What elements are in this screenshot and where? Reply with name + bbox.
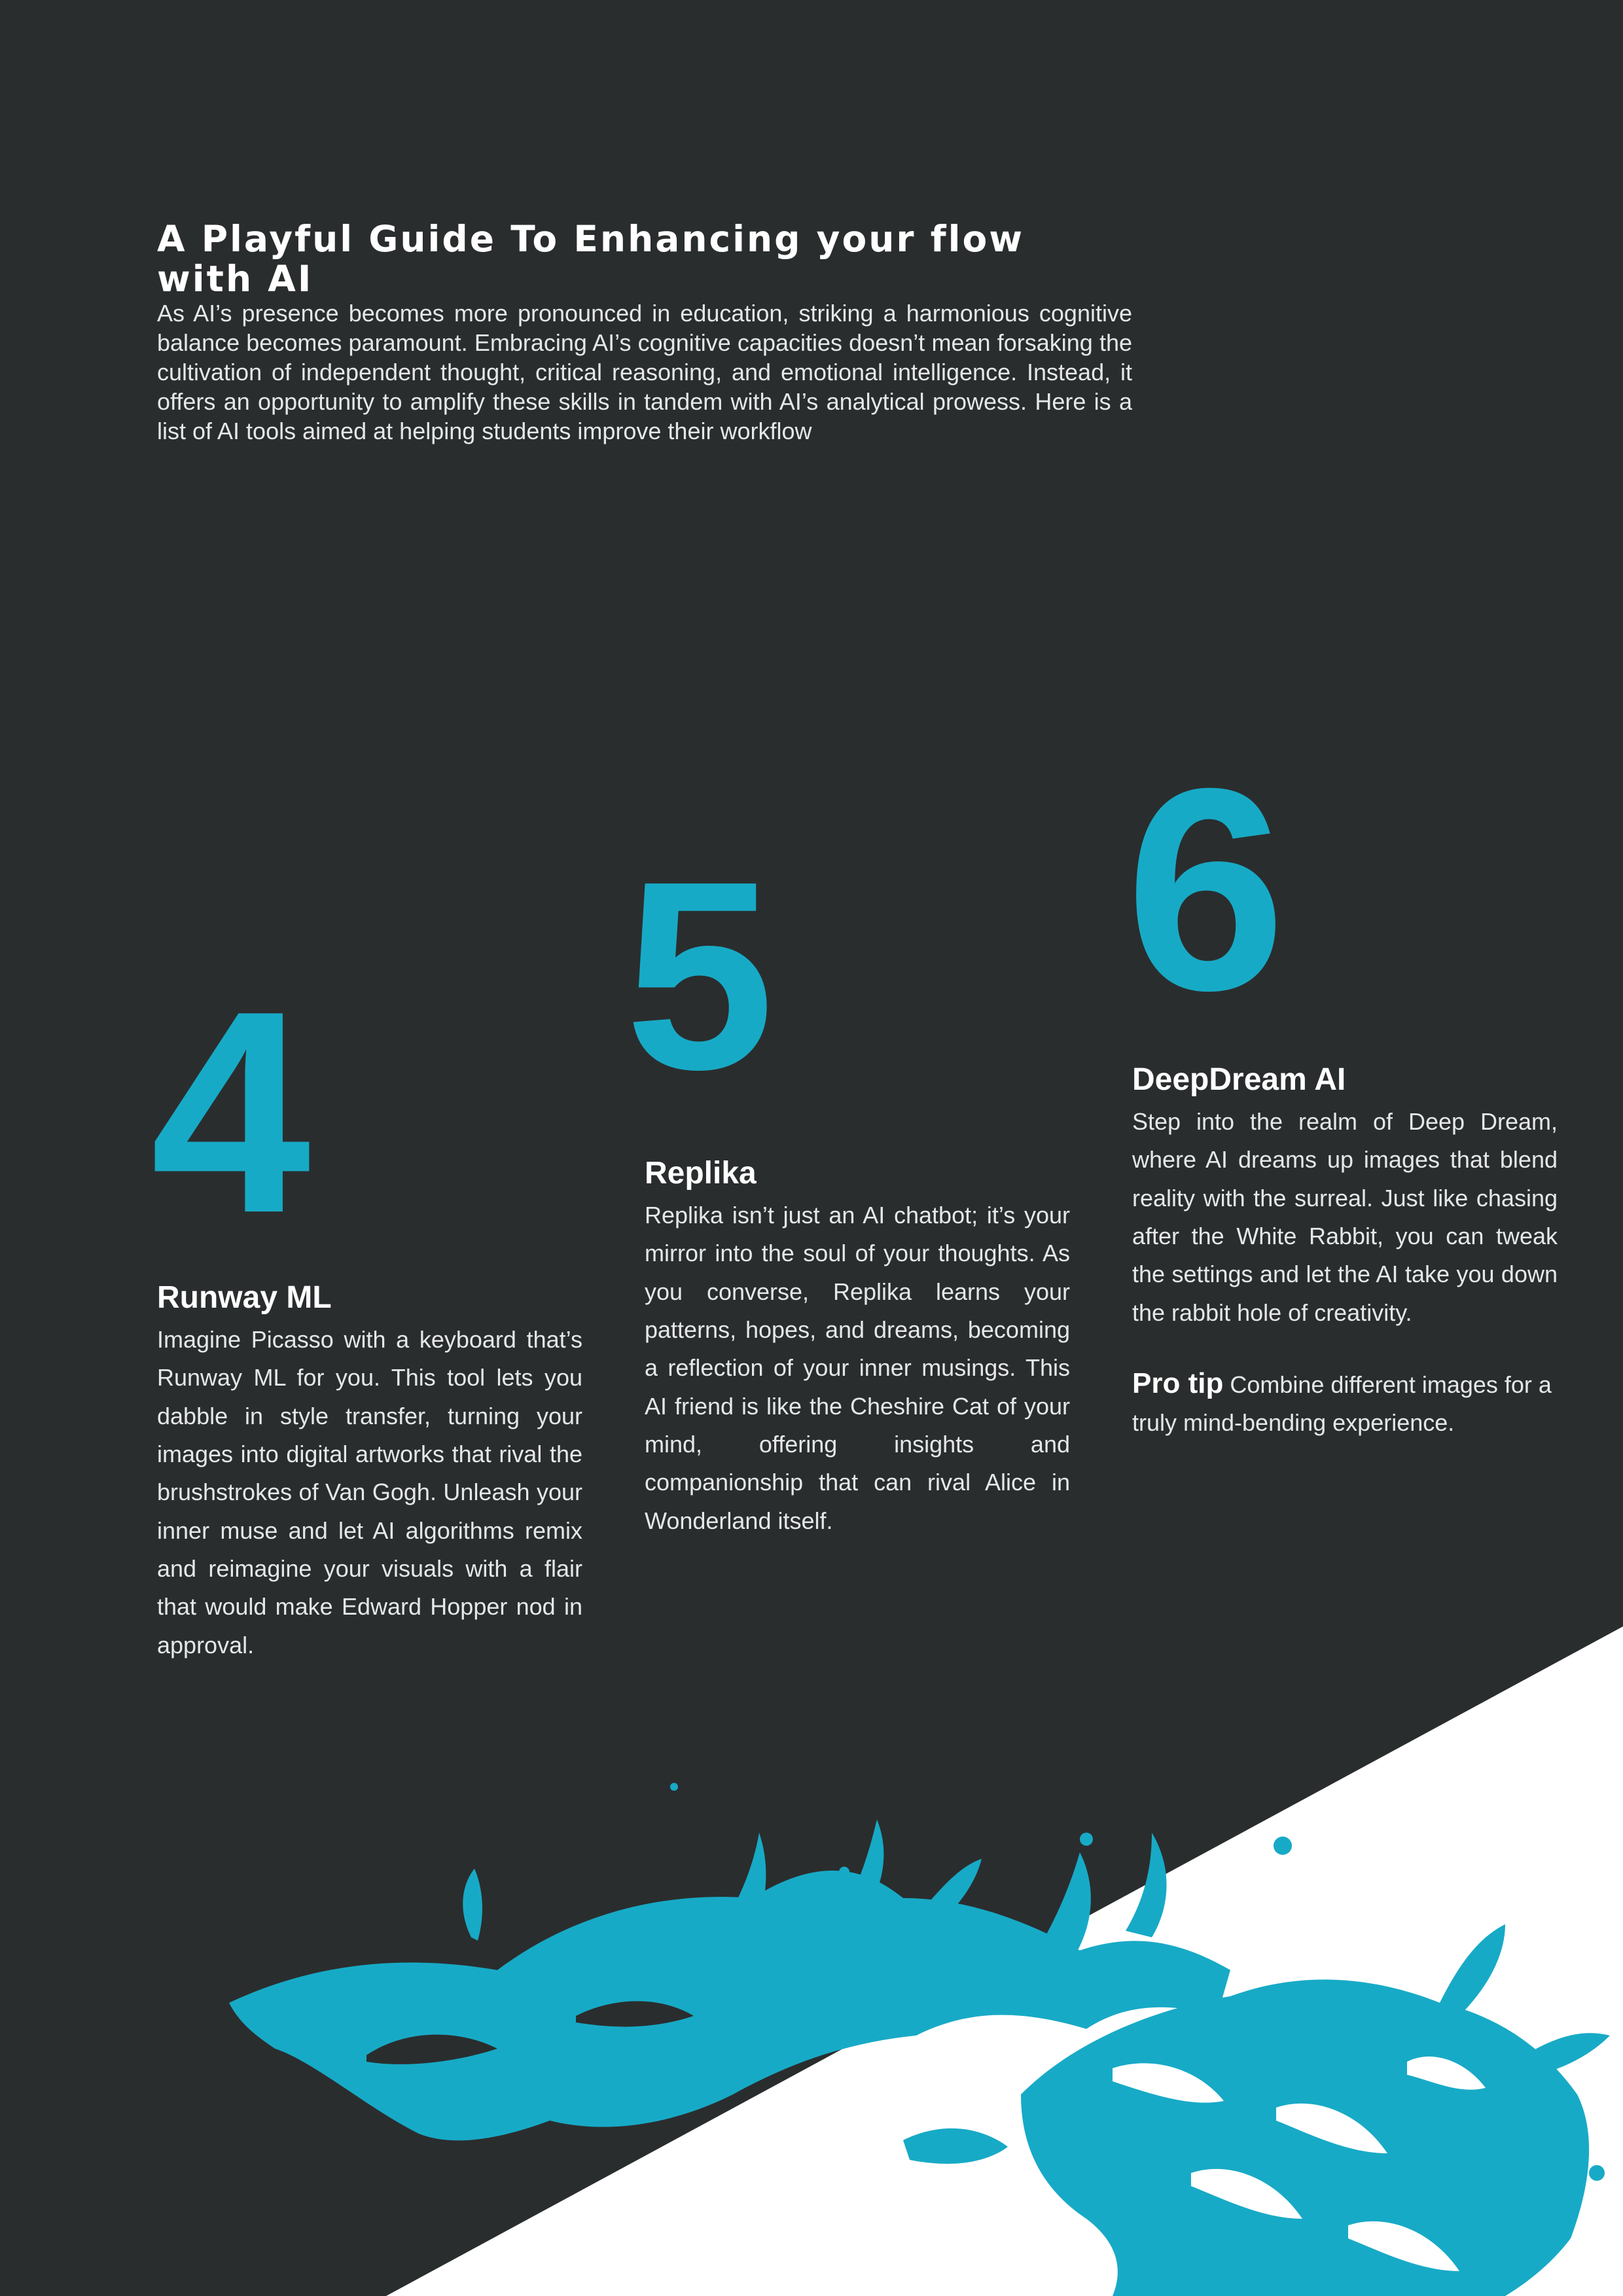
pro-tip-text: Combine different images for a truly mind-bending experience. bbox=[1132, 1371, 1552, 1437]
tool-title: Replika bbox=[645, 1156, 757, 1191]
pro-tip-label: Pro tip bbox=[1132, 1367, 1224, 1399]
tool-card-replika bbox=[645, 1155, 1070, 1540]
intro-paragraph: As AI’s presence becomes more pronounced in education, striking a harmonious cognitive balance becomes paramount. Embracing AI’s cognitive capacities doesn’t mean forsaking the cultivation of independent thought, critical reasoning, and emotional intelligence. Instead, it offers an opportunity to amplify these skills in tandem with AI’s analytical prowess. Here is a list of AI tools aimed at helping students improve their workflow bbox=[157, 300, 1132, 444]
tool-title: DeepDream AI bbox=[1132, 1062, 1346, 1097]
tool-description: Imagine Picasso with a keyboard that’s Runway ML for you. This tool lets you dabble in style transfer, turning your images into digital artworks that rival the brushstrokes of Van Gogh. Unleash your inner muse and let AI algorithms remix and reimagine your visuals with a flair that would make Edward Hopper nod in approval. bbox=[157, 1326, 582, 1659]
tool-number-4: 4 bbox=[151, 952, 311, 1273]
pro-tip bbox=[1132, 1365, 1558, 1443]
intro-section bbox=[157, 219, 1132, 446]
tool-card-deepdream-ai bbox=[1132, 1062, 1558, 1466]
tool-title: Runway ML bbox=[157, 1280, 332, 1315]
tool-card-runway-ml bbox=[157, 1280, 582, 1664]
tool-number-6: 6 bbox=[1126, 729, 1286, 1050]
tool-description: Replika isn’t just an AI chatbot; it’s your mirror into the soul of your thoughts. As you converse, Replika learns your patterns, hopes, and dreams, becoming a reflection of your inner musings. This AI friend is like the Cheshire Cat of your mind, offering insights and companionship that can rival Alice in Wonderland itself. bbox=[645, 1202, 1070, 1534]
tool-number-5: 5 bbox=[625, 825, 775, 1125]
tool-description: Step into the realm of Deep Dream, where AI dreams up images that blend reality with the surreal. Just like chasing after the White Rabbit, you can tweak the settings and let the AI take you down the rabbit hole of creativity. bbox=[1132, 1108, 1558, 1326]
page-title: A Playful Guide To Enhancing your flow with AI bbox=[157, 218, 1025, 300]
